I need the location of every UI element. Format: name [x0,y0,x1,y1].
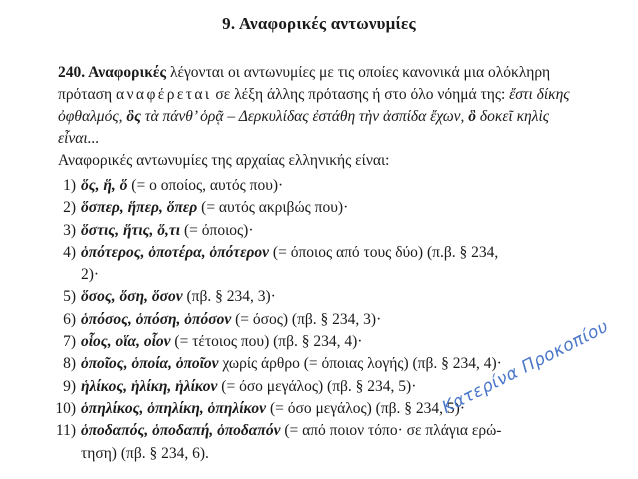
item-description: (πβ. § 234, 3)· [182,288,276,306]
example-text-2: τὰ πάνθ’ ὁρᾷ – Δερκυλίδας ἐστάθη τὴν ἀσπίδα ἔχων, [141,108,469,125]
list-intro: Αναφορικές αντωνυμίες της αρχαίας ελληνικής είναι: [58,152,390,169]
item-continuation: 2)· [81,266,100,284]
item-description: (= τέτοιος που) (πβ. § 234, 4)· [170,333,363,351]
section-heading: 9. Αναφορικές αντωνυμίες [222,14,416,33]
relative-pronoun-1: ὃς [126,108,142,125]
item-description: (= αυτός ακριβώς που)· [197,199,349,217]
example-text-3: δοκεῖ κηλὶς εἶναι... [58,108,550,147]
pronoun-forms: ὁπόσος, ὁπόση, ὁπόσον [81,310,232,328]
pronoun-forms: οἷος, οἵα, οἷον [81,333,171,351]
definition-paragraph [58,62,594,150]
paragraph-text-2: σε λέξη άλλης πρότασης ή στο όλο νόημά της: [211,86,510,103]
item-number: 2) [63,199,76,217]
item-number: 6) [63,310,76,328]
item-description: (= όποιος από τους δύο) (π.β. § 234, [269,243,499,261]
item-number: 4) [63,243,76,261]
pronoun-forms: ὁποῖος, ὁποία, ὁποῖον [81,355,219,373]
pronoun-forms: ἡλίκος, ἡλίκη, ἡλίκον [81,377,218,395]
item-description: (= όποιος)· [180,221,254,239]
item-description: (= από ποιον τόπο· σε πλάγια ερώ- [280,422,502,440]
relative-pronoun-2: ὃ [468,108,477,125]
pronoun-forms: ὁπηλίκος, ὁπηλίκη, ὁπηλίκον [81,399,267,417]
item-number: 10) [55,399,76,417]
item-number: 9) [63,377,76,395]
list-item [50,309,596,331]
list-item [50,242,596,287]
handwritten-signature: Κατερίνα Προκοπίου [438,316,612,418]
list-item [50,398,596,420]
spaced-word: αναφέρεται [116,86,212,103]
item-description: (= όσος) (πβ. § 234, 3)· [231,310,382,328]
item-number: 1) [63,177,76,194]
pronoun-forms: ὅς, ἥ, ὅ [81,177,128,194]
pronoun-forms: ὁπότερος, ὁποτέρα, ὁπότερον [81,243,270,261]
pronoun-forms: ὁποδαπός, ὁποδαπή, ὁποδαπόν [81,422,281,440]
list-item [50,220,596,242]
item-number: 5) [63,288,76,306]
pronoun-forms: ὅστις, ἥτις, ὅ,τι [81,221,181,239]
list-item [50,331,596,353]
item-continuation: τηση) (πβ. § 234, 6). [81,444,209,462]
item-description: χωρίς άρθρο (= όποιας λογής) (πβ. § 234, 4)· [218,355,502,373]
item-description: (= ο οποίος, αυτός που)· [127,177,284,194]
pronoun-forms: ὅσος, ὅση, ὅσον [81,288,183,306]
list-item [50,286,596,308]
list-item [50,197,596,219]
item-number: 3) [63,221,76,239]
list-item [50,175,596,197]
list-item [50,420,596,465]
item-number: 11) [55,422,76,440]
section-number-label: 240. Αναφορικές [58,64,167,81]
pronoun-forms: ὅσπερ, ἥπερ, ὅπερ [81,199,198,217]
item-description: (= όσο μεγάλος) (πβ. § 234, 5)· [217,377,417,395]
example-text-1: ἔστι δίκης ὀφθαλμός, [58,86,570,125]
pronoun-list [50,175,596,465]
paragraph-text-1: λέγονται οι αντωνυμίες με τις οποίες κανονικά μια ολόκληρη πρόταση [58,64,551,103]
item-description: (= όσο μεγάλος) (πβ. § 234, 5)· [266,399,465,417]
item-number: 7) [63,333,76,351]
item-number: 8) [63,355,76,373]
